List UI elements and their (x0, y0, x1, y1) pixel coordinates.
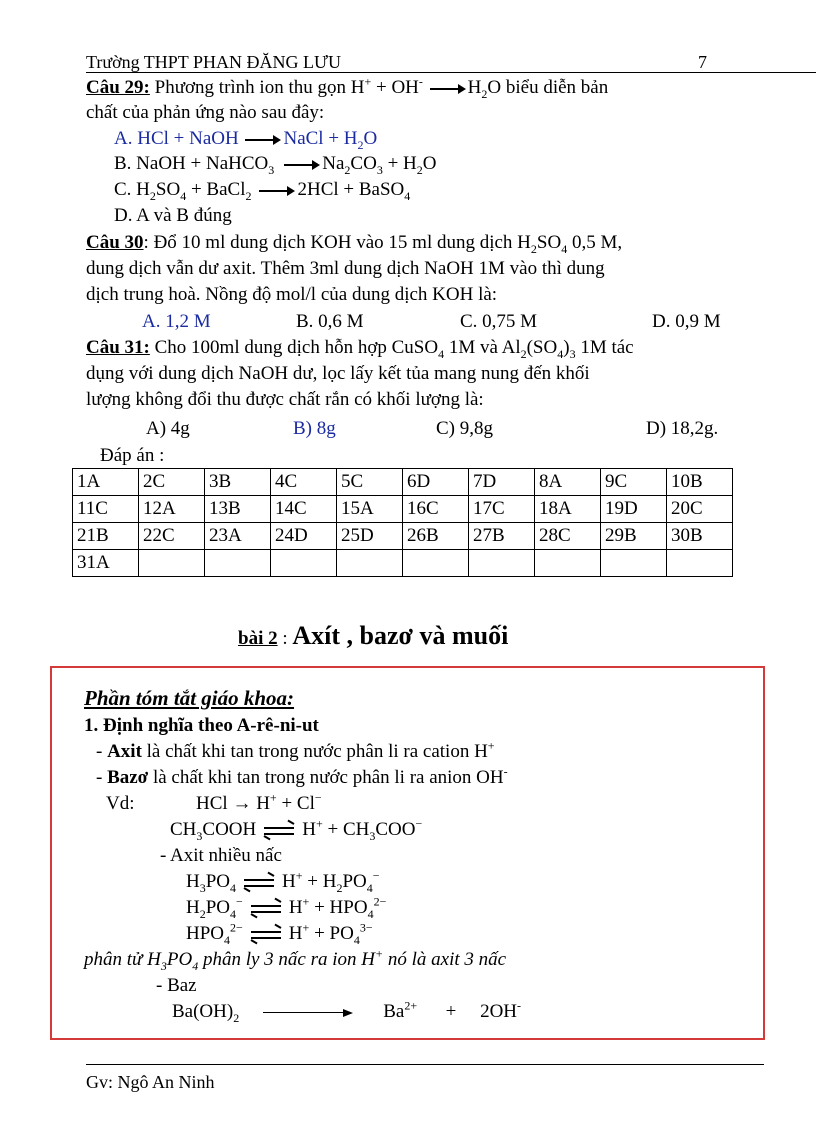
summary-heading: Phần tóm tắt giáo khoa: (84, 686, 295, 710)
q30-option-b: B. 0,6 M (296, 311, 364, 332)
equilibrium-arrow (244, 876, 274, 890)
reaction-arrow (259, 186, 295, 196)
reaction-ch3cooh: $CH_3COOH$ $H^+ + CH_3COO^-$ (170, 816, 423, 843)
answer-cell: 30B (667, 523, 733, 550)
answer-row (73, 550, 733, 577)
q31-option-d: D) 18,2g. (646, 418, 719, 439)
answer-cell (403, 550, 469, 577)
answer-cell: 15A (337, 496, 403, 523)
answer-cell: 23A (205, 523, 271, 550)
answer-cell: 2C (139, 469, 205, 496)
base-label: - Baz (156, 975, 197, 996)
reaction-arrow (263, 1008, 353, 1018)
reaction-baoh2: $Ba(OH)_2$ $Ba^{2+}$ + 2OH- (172, 998, 522, 1025)
q30-line3: dịch trung hoà. Nồng độ mol/l của dung dịch KOH là: (86, 284, 498, 305)
answer-cell: 4C (271, 469, 337, 496)
q30-option-c: C. 0,75 M (460, 311, 538, 332)
q31-option-c: C) 9,8g (436, 418, 493, 439)
answer-cell (139, 550, 205, 577)
answer-cell: 21B (73, 523, 139, 550)
q29-line1: Câu 29: Phương trình ion thu gọn H+ + OH- $H_2O$ biểu diễn bản (86, 74, 609, 101)
answer-cell (535, 550, 601, 577)
answer-cell: 24D (271, 523, 337, 550)
answer-cell: 26B (403, 523, 469, 550)
answer-cell (667, 550, 733, 577)
q30-line2: dung dịch vẫn dư axit. Thêm 3ml dung dịch NaOH 1M vào thì dung (86, 258, 605, 279)
answer-cell: 3B (205, 469, 271, 496)
answer-cell: 16C (403, 496, 469, 523)
q30-option-a: A. 1,2 M (142, 311, 211, 332)
answer-cell: 7D (469, 469, 535, 496)
example-label: Vd: (106, 793, 135, 814)
reaction-arrow (284, 160, 320, 170)
reaction-arrow (430, 84, 466, 94)
header-rule (86, 72, 816, 73)
axit-definition: - Axit là chất khi tan trong nước phân li ra cation H+ (96, 738, 495, 762)
answer-row (73, 523, 733, 550)
q30-line1: Câu 30: Đổ 10 ml dung dịch KOH vào 15 ml dung dịch $H_2SO_4$ 0,5 M, (86, 232, 623, 256)
equilibrium-arrow (264, 824, 294, 838)
reaction-h2po4: $H_2PO_4^-$ $H^+ + HPO_4^{2-}$ (186, 894, 387, 921)
definition-heading: 1. Định nghĩa theo A-rê-ni-ut (84, 715, 319, 736)
teacher-name: Gv: Ngô An Ninh (86, 1072, 215, 1092)
answer-cell: 27B (469, 523, 535, 550)
answer-cell: 20C (667, 496, 733, 523)
q29-option-b: B. NaOH + NaHCO$_3$ $Na_2CO_3 + H_2O$ (114, 153, 437, 177)
answer-cell: 19D (601, 496, 667, 523)
answer-cell: 28C (535, 523, 601, 550)
answer-row (73, 496, 733, 523)
equilibrium-arrow (251, 902, 281, 916)
answers-title: Đáp án : (100, 445, 165, 466)
bazo-definition: - Bazơ là chất khi tan trong nước phân li ra anion OH- (96, 764, 508, 788)
page-number: 7 (698, 52, 707, 72)
answer-cell: 11C (73, 496, 139, 523)
answer-cell (337, 550, 403, 577)
lesson-title: bài 2 : Axít , bazơ và muối (238, 621, 509, 650)
reaction-arrow (245, 135, 281, 145)
q29-option-d: D. A và B đúng (114, 205, 232, 226)
reaction-hcl: HCl → H+ + Cl− (196, 790, 322, 814)
answer-cell: 14C (271, 496, 337, 523)
q30-option-d: D. 0,9 M (652, 311, 721, 332)
footer-rule (86, 1064, 764, 1065)
answer-cell: 8A (535, 469, 601, 496)
q31-option-b: B) 8g (293, 418, 336, 439)
q31-line2: dụng với dung dịch NaOH dư, lọc lấy kết tủa mang nung đến khối (86, 363, 590, 384)
equilibrium-arrow (251, 928, 281, 942)
reaction-hpo4: $HPO_4^{2-}$ $H^+ + PO_4^{3-}$ (186, 920, 373, 947)
answer-cell: 17C (469, 496, 535, 523)
q31-option-a: A) 4g (146, 418, 190, 439)
answer-cell: 13B (205, 496, 271, 523)
answer-cell: 9C (601, 469, 667, 496)
q29-option-a: A. HCl + NaOH NaCl + $H_2O$ (114, 128, 378, 152)
answer-cell (469, 550, 535, 577)
reaction-h3po4: $H_3PO_4$ $H^+ + H_2PO_4^-$ (186, 868, 380, 895)
answer-cell: 22C (139, 523, 205, 550)
q31-line1: Câu 31: Cho 100ml dung dịch hỗn hợp CuSO$_4$ 1M và $Al_2(SO_4)_3$ 1M tác (86, 337, 634, 361)
triprotic-note: phân tử $H_3PO_4$ phân ly 3 nấc ra ion H+ nó là axit 3 nấc (84, 946, 507, 973)
q29-option-c: C. $H_2SO_4$ + BaCl$_2$ 2HCl + BaSO$_4$ (114, 179, 411, 203)
answer-cell: 10B (667, 469, 733, 496)
answer-cell: 6D (403, 469, 469, 496)
q31-label: Câu 31: (86, 337, 150, 358)
answer-cell: 18A (535, 496, 601, 523)
answer-cell (205, 550, 271, 577)
answer-row (73, 469, 733, 496)
answer-cell (601, 550, 667, 577)
answer-cell: 25D (337, 523, 403, 550)
lesson-heading: Axít , bazơ và muối (292, 621, 509, 650)
q30-label: Câu 30 (86, 232, 144, 253)
answer-cell: 12A (139, 496, 205, 523)
q29-line2: chất của phản ứng nào sau đây: (86, 102, 325, 123)
lesson-prefix: bài 2 (238, 628, 278, 649)
answer-cell (271, 550, 337, 577)
answer-cell: 1A (73, 469, 139, 496)
multi-acid-label: - Axit nhiều nấc (160, 845, 282, 866)
answer-cell: 29B (601, 523, 667, 550)
answer-table (72, 468, 733, 577)
q31-line3: lượng không đổi thu được chất rắn có khối lượng là: (86, 389, 484, 410)
school-name: Trường THPT PHAN ĐĂNG LƯU (86, 52, 341, 72)
q29-label: Câu 29: (86, 77, 150, 98)
answer-cell: 31A (73, 550, 139, 577)
answer-cell: 5C (337, 469, 403, 496)
